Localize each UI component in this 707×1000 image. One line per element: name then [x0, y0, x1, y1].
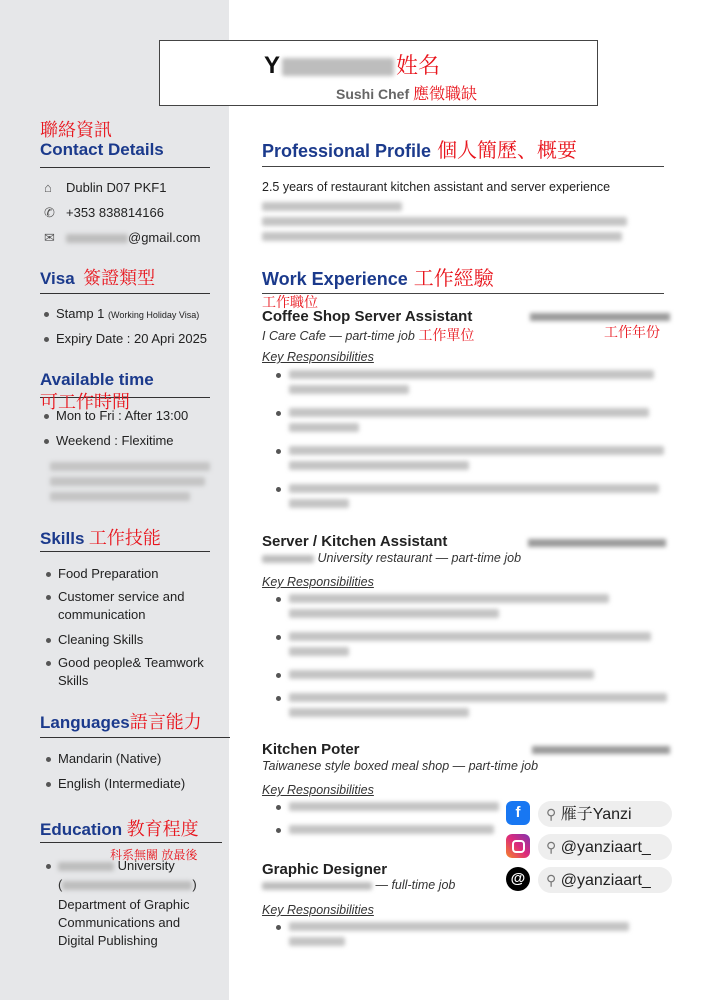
- visa-stamp-detail: (Working Holiday Visa): [108, 310, 200, 320]
- envelope-icon: ✉: [44, 230, 55, 245]
- languages-heading: [40, 708, 230, 738]
- weekday-item: [44, 408, 188, 423]
- skills-title: Skills: [40, 529, 85, 548]
- email-suffix: @gmail.com: [128, 230, 201, 245]
- work-note: 工作經驗: [413, 268, 494, 290]
- visa-note: 簽證類型: [83, 268, 156, 288]
- role-title: Sushi Chef: [336, 86, 410, 102]
- skills-heading: [40, 524, 210, 552]
- available-note: 可工作時間: [40, 392, 130, 412]
- visa-heading: [40, 264, 210, 294]
- years-note: 工作年份: [604, 324, 660, 340]
- phone-text: +353 838814166: [66, 205, 164, 220]
- school-text: University: [117, 858, 175, 873]
- job-employer: University restaurant — part-time job: [262, 551, 521, 565]
- responsibility-list: [276, 368, 666, 520]
- available-blurred-notes: [50, 456, 210, 507]
- visa-stamp-item: [44, 306, 199, 321]
- search-icon: ⚲: [546, 806, 557, 822]
- key-responsibilities-label: Key Responsibilities: [262, 575, 374, 589]
- work-heading: [262, 262, 664, 294]
- job-dates-blurred: [532, 746, 670, 754]
- threads-icon: @: [506, 867, 530, 891]
- contact-heading: [40, 140, 210, 168]
- visa-title: Visa: [40, 269, 75, 288]
- contact-note: 聯絡資訊: [40, 120, 112, 140]
- job-dates-blurred: [528, 539, 666, 547]
- facebook-search-pill[interactable]: ⚲ 雁子Yanzi: [538, 801, 672, 827]
- profile-summary: 2.5 years of restaurant kitchen assistant and server experience: [262, 180, 611, 194]
- responsibility-list: [276, 920, 666, 958]
- profile-title: Professional Profile: [262, 141, 432, 161]
- language-item: Mandarin (Native): [46, 751, 161, 766]
- key-responsibilities-label: Key Responsibilities: [262, 903, 374, 917]
- languages-note: 語言能力: [129, 712, 202, 732]
- weekday-text: Mon to Fri : After 13:00: [56, 408, 189, 423]
- social-facebook[interactable]: [506, 801, 671, 827]
- skill-item: Food Preparation: [46, 566, 158, 581]
- role-row: [336, 81, 477, 104]
- name-note: 姓名: [396, 53, 441, 78]
- skill-item: Good people& Teamwork Skills: [46, 656, 214, 690]
- name-initial: Y: [264, 52, 281, 79]
- name-header-box: [159, 40, 598, 106]
- profile-note: 個人簡歷、概要: [437, 140, 578, 162]
- job-title-note: 工作職位: [262, 294, 318, 310]
- address-item: [44, 180, 166, 195]
- threads-search-pill[interactable]: ⚲ @yanziaart_: [538, 867, 672, 893]
- language-item: English (Intermediate): [46, 776, 185, 791]
- job-employer: I Care Cafe — part-time job 工作單位: [262, 327, 475, 343]
- key-responsibilities-label: Key Responsibilities: [262, 350, 374, 364]
- instagram-icon: [506, 834, 530, 858]
- job-dates-blurred: [530, 313, 670, 321]
- profile-blurred-lines: [262, 196, 632, 247]
- job-title: Graphic Designer: [262, 861, 388, 878]
- job-employer: — full-time job: [262, 878, 455, 892]
- job-title: Server / Kitchen Assistant: [262, 533, 448, 550]
- address-text: Dublin D07 PKF1: [66, 180, 167, 195]
- job-employer: Taiwanese style boxed meal shop — part-time job: [262, 759, 539, 773]
- profile-heading: [262, 134, 664, 167]
- key-responsibilities-label: Key Responsibilities: [262, 783, 374, 797]
- home-icon: ⌂: [44, 180, 52, 195]
- name-blurred: [282, 58, 394, 76]
- job-title: Kitchen Poter: [262, 741, 360, 758]
- job-title: Coffee Shop Server Assistant: [262, 308, 473, 325]
- languages-title: Languages: [40, 713, 130, 732]
- search-icon: ⚲: [546, 839, 557, 855]
- education-department: Department of Graphic Communications and Digital Publishing: [58, 897, 190, 948]
- education-paren-item: ( ): [58, 877, 197, 892]
- skill-item: Customer service and communication: [46, 590, 206, 624]
- responsibility-list: [276, 592, 666, 729]
- social-instagram[interactable]: [506, 834, 671, 860]
- work-title: Work Experience: [262, 269, 408, 289]
- email-item[interactable]: [44, 230, 200, 246]
- employer-note: 工作單位: [418, 327, 475, 343]
- education-school-item: [46, 858, 175, 873]
- phone-item: [44, 205, 164, 221]
- role-note: 應徵職缺: [413, 86, 478, 103]
- social-threads[interactable]: [506, 867, 671, 893]
- education-sub-note: 科系無關 放最後: [110, 848, 198, 862]
- education-title: Education: [40, 820, 123, 839]
- weekend-item: [44, 433, 174, 448]
- email-blurred: [66, 234, 128, 243]
- contact-title: Contact Details: [40, 140, 164, 159]
- visa-stamp: Stamp 1: [56, 306, 105, 321]
- name-row: [264, 49, 440, 80]
- available-title: Available time: [40, 370, 154, 389]
- education-note: 教育程度: [126, 819, 199, 839]
- visa-expiry: Expiry Date : 20 Apri 2025: [56, 331, 208, 346]
- instagram-search-pill[interactable]: ⚲ @yanziaart_: [538, 834, 672, 860]
- education-heading: [40, 815, 222, 843]
- weekend-text: Weekend : Flexitime: [56, 433, 174, 448]
- facebook-icon: f: [506, 801, 530, 825]
- phone-icon: ✆: [44, 205, 55, 220]
- visa-expiry-item: [44, 331, 207, 346]
- skills-note: 工作技能: [88, 528, 161, 548]
- skill-item: Cleaning Skills: [46, 632, 143, 647]
- search-icon: ⚲: [546, 872, 557, 888]
